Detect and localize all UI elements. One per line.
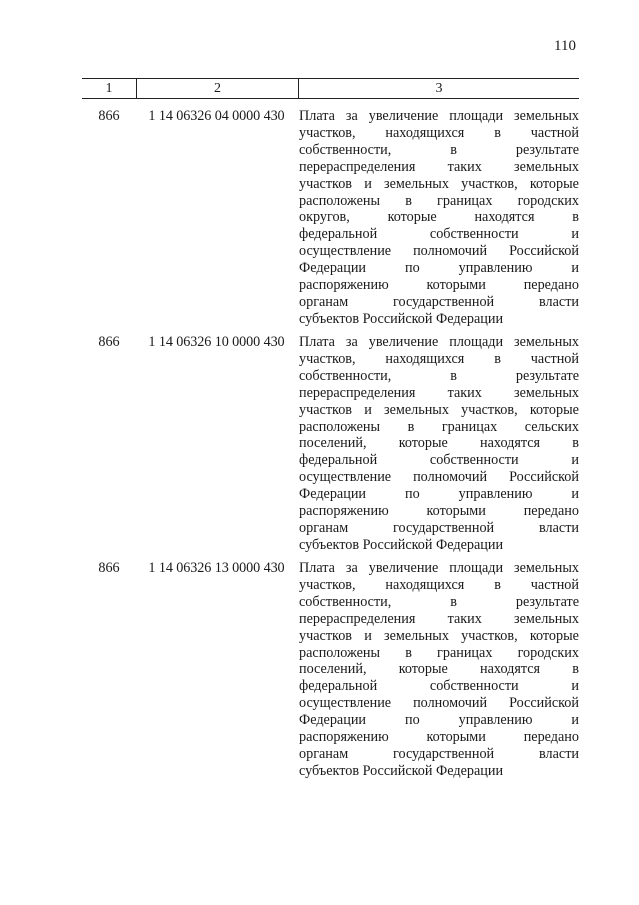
name-word: находятся: [480, 661, 541, 678]
name-word: в: [572, 661, 579, 678]
revenue-code-cell: 1 14 06326 04 0000 430: [148, 108, 285, 124]
name-text-line: [299, 176, 579, 193]
name-text-line: [299, 311, 579, 328]
name-word: передано: [523, 503, 579, 520]
name-word: перераспределения: [299, 384, 416, 401]
revenue-name-cell: [297, 560, 579, 780]
name-word: расположены: [299, 644, 381, 661]
name-word: частной: [530, 350, 579, 367]
table-header-row: [82, 78, 579, 99]
name-text-line: [299, 108, 579, 125]
name-word: Российской: [509, 469, 579, 486]
name-word: федеральной: [299, 226, 378, 243]
name-word: Федерации: [299, 486, 367, 503]
name-text-line: [299, 537, 579, 554]
name-text-line: [299, 594, 579, 611]
name-word: распоряжению: [299, 729, 389, 746]
name-text-line: [299, 334, 579, 351]
name-word: которыми: [426, 729, 486, 746]
name-word: управлению: [458, 260, 533, 277]
name-word: границах: [437, 192, 493, 209]
name-word: земельных: [514, 560, 579, 576]
name-word: участков: [299, 627, 352, 644]
name-word: и: [571, 712, 579, 729]
name-word: в: [494, 576, 501, 593]
name-word: Плата: [299, 334, 335, 350]
name-word: находящихся: [385, 124, 465, 141]
name-word: и: [364, 175, 372, 192]
name-word: в: [405, 644, 412, 661]
name-word: земельных: [514, 334, 579, 350]
name-word: и: [571, 486, 579, 503]
name-word: границах: [441, 418, 498, 435]
name-text-line: [299, 729, 579, 746]
name-word: полномочий: [413, 469, 488, 486]
name-word: результате: [515, 367, 579, 384]
name-text-line: [299, 243, 579, 260]
name-word: собственности,: [299, 141, 392, 158]
name-word: субъектов Российской Федерации: [299, 310, 504, 327]
name-word: находящихся: [385, 576, 465, 593]
name-word: федеральной: [299, 452, 378, 469]
name-word: частной: [530, 124, 579, 141]
name-word: участков,: [461, 401, 518, 418]
name-word: расположены: [299, 418, 381, 435]
name-word: таких: [447, 384, 482, 401]
name-word: которыми: [426, 503, 486, 520]
name-text-line: [299, 402, 579, 419]
name-word: земельных: [383, 627, 449, 644]
name-word: в: [572, 209, 579, 226]
name-word: власти: [539, 745, 579, 762]
name-text-line: [299, 277, 579, 294]
name-text-line: [299, 385, 579, 402]
header-col-3: 3: [435, 81, 443, 96]
name-text-line: [299, 560, 579, 577]
revenue-name-cell: [297, 108, 579, 328]
name-text-line: [299, 746, 579, 763]
name-word: и: [364, 401, 372, 418]
name-word: собственности,: [299, 367, 392, 384]
name-text-line: [299, 678, 579, 695]
name-text-line: [299, 469, 579, 486]
name-word: городских: [517, 644, 579, 661]
name-word: участков,: [461, 627, 518, 644]
name-word: осуществление: [299, 469, 392, 486]
name-text-line: [299, 712, 579, 729]
name-word: округов,: [299, 209, 350, 226]
name-text-line: [299, 695, 579, 712]
name-word: земельных: [383, 175, 449, 192]
name-word: Российской: [509, 695, 579, 712]
name-word: собственности: [429, 452, 519, 469]
name-word: федеральной: [299, 678, 378, 695]
name-word: субъектов Российской Федерации: [299, 762, 504, 779]
name-word: участков: [299, 175, 352, 192]
name-text-line: [299, 125, 579, 142]
name-word: за: [345, 334, 358, 350]
page-number: 110: [554, 38, 576, 54]
name-word: за: [345, 560, 358, 576]
name-word: увеличение: [368, 560, 439, 576]
admin-code-cell: 866: [98, 108, 120, 124]
name-word: городских: [517, 192, 579, 209]
name-word: государственной: [393, 519, 495, 536]
name-word: власти: [539, 293, 579, 310]
name-word: увеличение: [368, 108, 439, 124]
name-word: поселений,: [299, 661, 367, 678]
name-word: в: [572, 435, 579, 452]
name-text-line: [299, 503, 579, 520]
table-row: [82, 108, 579, 328]
name-text-line: [299, 763, 579, 780]
name-word: собственности: [429, 678, 519, 695]
name-word: Российской: [509, 243, 579, 260]
name-word: и: [571, 226, 579, 243]
name-word: полномочий: [413, 243, 488, 260]
name-word: земельных: [383, 401, 449, 418]
name-word: и: [571, 452, 579, 469]
name-text-line: [299, 628, 579, 645]
name-text-line: [299, 368, 579, 385]
name-word: участков,: [299, 350, 356, 367]
name-word: которые: [529, 401, 579, 418]
name-word: поселений,: [299, 435, 367, 452]
name-word: власти: [539, 519, 579, 536]
name-word: которые: [398, 661, 448, 678]
revenue-codes-table: [82, 78, 579, 779]
name-text-line: [299, 351, 579, 368]
name-word: собственности: [429, 226, 519, 243]
name-word: собственности,: [299, 593, 392, 610]
name-word: Федерации: [299, 712, 367, 729]
name-text-line: [299, 209, 579, 226]
name-word: которые: [529, 175, 579, 192]
name-text-line: [299, 520, 579, 537]
name-word: в: [450, 593, 457, 610]
name-word: государственной: [393, 745, 495, 762]
revenue-name-cell: [297, 334, 579, 554]
name-word: увеличение: [368, 334, 439, 350]
table-row: [82, 560, 579, 780]
name-word: находятся: [480, 435, 541, 452]
name-word: площади: [449, 560, 504, 576]
name-word: которые: [387, 209, 437, 226]
name-word: результате: [515, 141, 579, 158]
name-text-line: [299, 419, 579, 436]
name-word: за: [345, 108, 358, 124]
name-word: Плата: [299, 560, 335, 576]
name-word: участков,: [461, 175, 518, 192]
name-text-line: [299, 159, 579, 176]
name-text-line: [299, 435, 579, 452]
name-word: органам: [299, 293, 349, 310]
name-text-line: [299, 577, 579, 594]
name-text-line: [299, 294, 579, 311]
name-word: и: [571, 260, 579, 277]
name-text-line: [299, 142, 579, 159]
name-word: результате: [515, 593, 579, 610]
name-word: границах: [437, 644, 493, 661]
name-word: органам: [299, 745, 349, 762]
name-word: которые: [398, 435, 448, 452]
admin-code-cell: 866: [98, 560, 120, 576]
name-word: находятся: [474, 209, 535, 226]
name-word: площади: [449, 108, 504, 124]
name-word: таких: [447, 158, 482, 175]
name-word: распоряжению: [299, 277, 389, 294]
name-word: управлению: [458, 486, 533, 503]
name-word: земельных: [514, 108, 579, 124]
name-word: передано: [523, 729, 579, 746]
name-word: осуществление: [299, 243, 392, 260]
name-word: таких: [447, 610, 482, 627]
name-word: сельских: [524, 418, 579, 435]
name-text-line: [299, 452, 579, 469]
name-word: в: [405, 192, 412, 209]
name-word: земельных: [514, 384, 579, 401]
name-word: участков,: [299, 576, 356, 593]
name-text-line: [299, 611, 579, 628]
name-word: земельных: [514, 610, 579, 627]
name-word: расположены: [299, 192, 381, 209]
name-text-line: [299, 226, 579, 243]
name-word: земельных: [514, 158, 579, 175]
name-word: частной: [530, 576, 579, 593]
name-word: субъектов Российской Федерации: [299, 536, 504, 553]
name-word: Плата: [299, 108, 335, 124]
name-word: в: [450, 141, 457, 158]
name-text-line: [299, 486, 579, 503]
name-word: Федерации: [299, 260, 367, 277]
name-word: участков,: [299, 124, 356, 141]
name-word: в: [494, 124, 501, 141]
revenue-code-cell: 1 14 06326 10 0000 430: [148, 334, 285, 350]
name-text-line: [299, 193, 579, 210]
name-word: и: [571, 678, 579, 695]
name-word: в: [407, 418, 415, 435]
name-word: органам: [299, 519, 349, 536]
name-word: участков: [299, 401, 352, 418]
header-col-1: 1: [82, 79, 137, 98]
name-word: осуществление: [299, 695, 392, 712]
name-word: полномочий: [413, 695, 488, 712]
name-text-line: [299, 661, 579, 678]
name-word: находящихся: [385, 350, 465, 367]
name-word: распоряжению: [299, 503, 389, 520]
revenue-code-cell: 1 14 06326 13 0000 430: [148, 560, 285, 576]
name-word: в: [450, 367, 457, 384]
name-word: которые: [529, 627, 579, 644]
name-text-line: [299, 260, 579, 277]
name-word: площади: [449, 334, 504, 350]
name-text-line: [299, 645, 579, 662]
name-word: перераспределения: [299, 610, 416, 627]
name-word: которыми: [426, 277, 486, 294]
name-word: в: [494, 350, 501, 367]
name-word: по: [405, 260, 420, 277]
name-word: государственной: [393, 293, 495, 310]
admin-code-cell: 866: [98, 334, 120, 350]
name-word: перераспределения: [299, 158, 416, 175]
name-word: по: [405, 712, 420, 729]
name-word: передано: [523, 277, 579, 294]
name-word: и: [364, 627, 372, 644]
name-word: управлению: [458, 712, 533, 729]
table-row: [82, 334, 579, 554]
name-word: по: [405, 486, 420, 503]
header-col-2: 2: [137, 79, 299, 98]
